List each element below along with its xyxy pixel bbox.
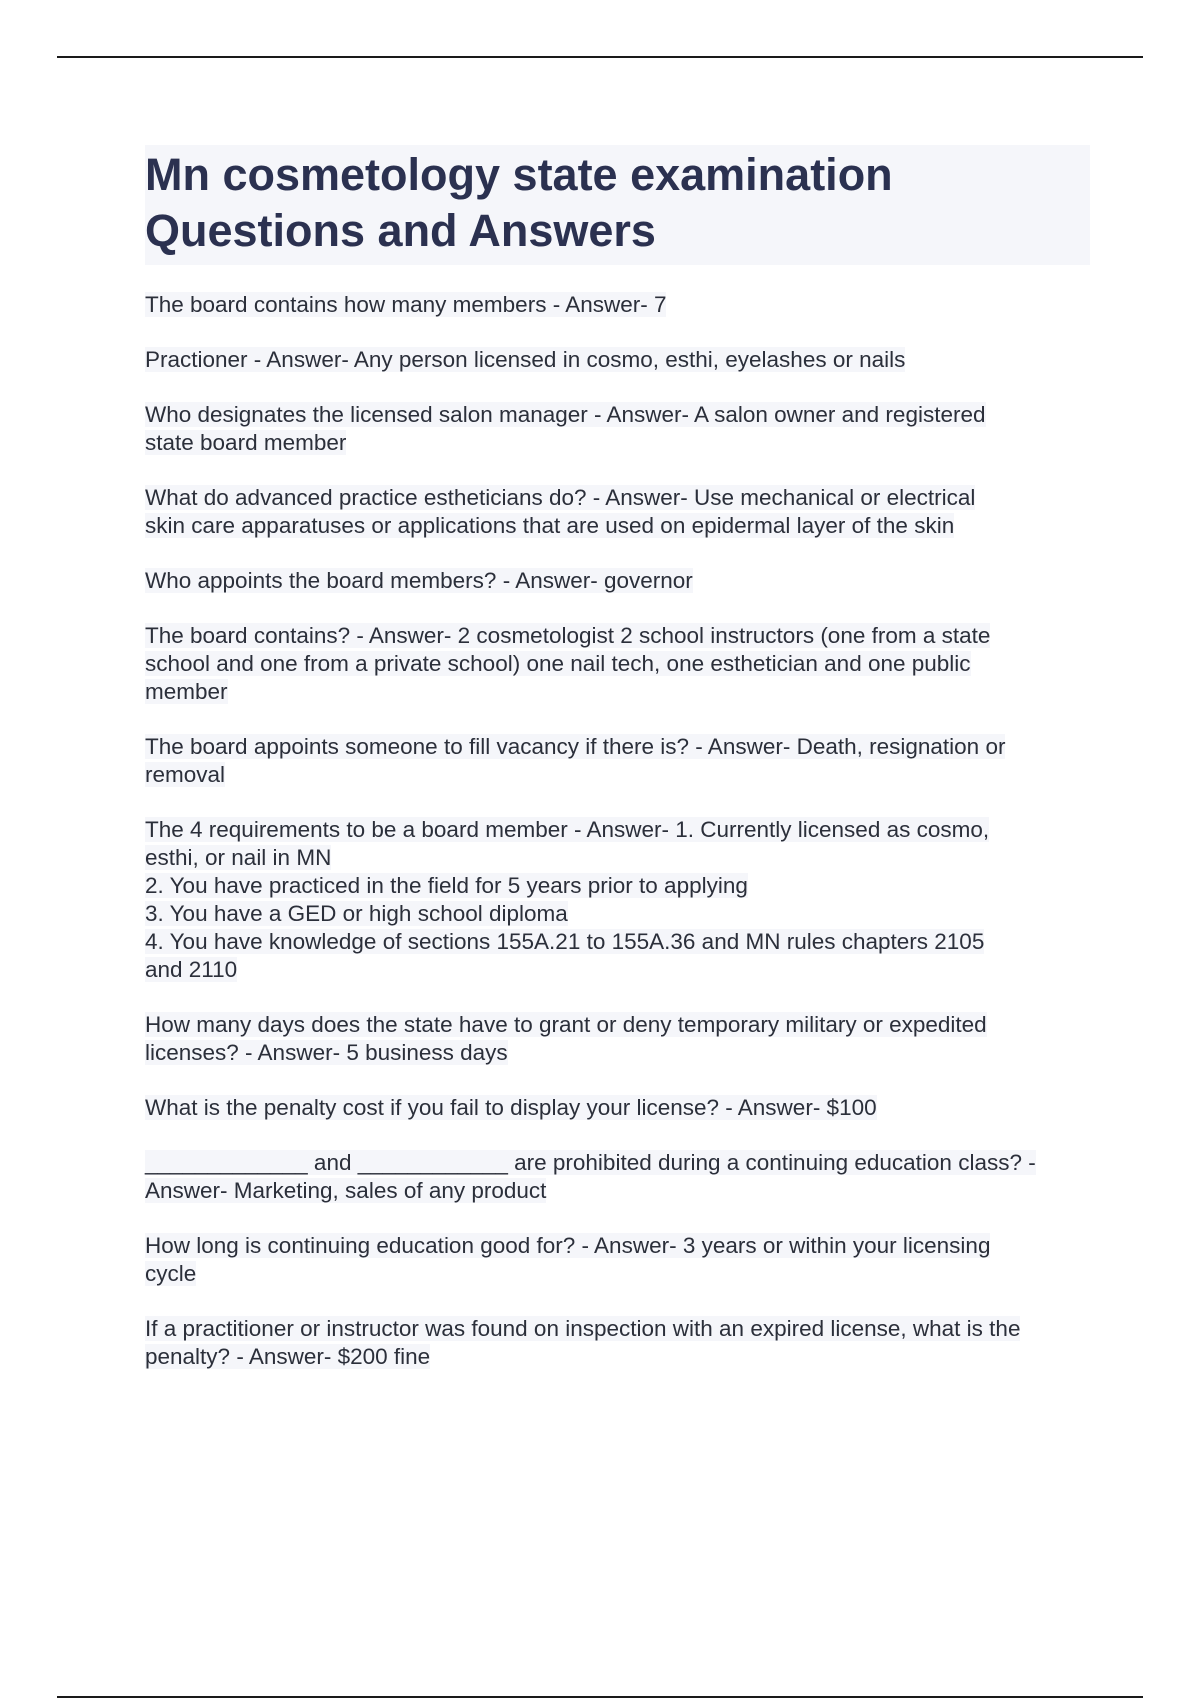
qa-item: [145, 733, 1090, 789]
qa-item: [145, 816, 1090, 984]
document-title: Mn cosmetology state examination Questions and Answers: [145, 149, 893, 256]
qa-item: [145, 484, 1090, 540]
title-block: [145, 145, 1090, 265]
qa-item: [145, 567, 1090, 595]
qa-text: Who designates the licensed salon manager - Answer- A salon owner and registered state board member: [145, 402, 986, 455]
qa-item: [145, 622, 1090, 706]
qa-item: [145, 346, 1090, 374]
qa-text: The board contains? - Answer- 2 cosmetologist 2 school instructors (one from a state school and one from a private school) one nail tech, one esthetician and one public member: [145, 623, 991, 704]
qa-text: The board appoints someone to fill vacancy if there is? - Answer- Death, resignation or removal: [145, 734, 1006, 787]
qa-item: [145, 401, 1090, 457]
qa-item: [145, 1232, 1090, 1288]
qa-item: [145, 1011, 1090, 1067]
qa-text: How long is continuing education good for? - Answer- 3 years or within your licensing cycle: [145, 1233, 991, 1286]
qa-item: [145, 1315, 1090, 1371]
top-rule: [57, 56, 1143, 58]
qa-text: _____________ and ____________ are prohibited during a continuing education class? - Answer- Marketing, sales of any product: [145, 1150, 1036, 1203]
qa-item: [145, 1149, 1090, 1205]
qa-text: What do advanced practice estheticians do? - Answer- Use mechanical or electrical skin care apparatuses or applications that are used on epidermal layer of the skin: [145, 485, 976, 538]
qa-item: [145, 291, 1090, 319]
qa-text: If a practitioner or instructor was found on inspection with an expired license, what is the penalty? - Answer- $200 fine: [145, 1316, 1021, 1369]
qa-text: The board contains how many members - Answer- 7: [145, 292, 667, 317]
qa-text: How many days does the state have to grant or deny temporary military or expedited licenses? - Answer- 5 business days: [145, 1012, 987, 1065]
qa-text: What is the penalty cost if you fail to display your license? - Answer- $100: [145, 1095, 877, 1120]
document-body: [145, 145, 1090, 1398]
qa-item: [145, 1094, 1090, 1122]
bottom-rule: [57, 1696, 1143, 1698]
qa-text: The 4 requirements to be a board member - Answer- 1. Currently licensed as cosmo, esthi, or nail in MN 2. You have practiced in the field for 5 years prior to applying 3. You have a GED or high school diploma 4. You have knowledge of sections 155A.21 to 155A.36 and MN rules chapters 2105 and 2110: [145, 817, 990, 982]
qa-text: Who appoints the board members? - Answer- governor: [145, 568, 693, 593]
qa-text: Practioner - Answer- Any person licensed in cosmo, esthi, eyelashes or nails: [145, 347, 906, 372]
qa-list: [145, 291, 1090, 1371]
